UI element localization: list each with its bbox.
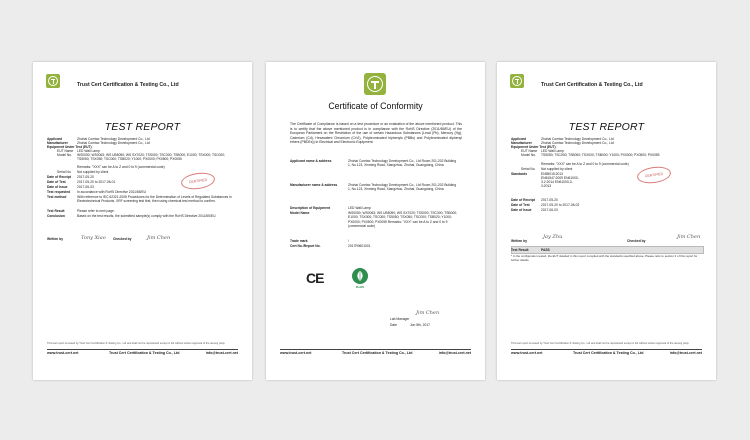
footer-divider (511, 349, 702, 350)
test-report-rohs (33, 62, 252, 380)
test-report-emc (497, 62, 716, 380)
field-label: Serial No. (57, 170, 72, 174)
field-label: Applicant name & address (290, 159, 332, 163)
field-value: 2017-06-03 (541, 208, 558, 212)
field-value: In accordance with RoHS Directive 2011/65/EU (77, 190, 147, 194)
compliance-note: * In the configuration tested, the EUT detailed in this report complied with the standards specified above. Please refer to section 3 of this report for further details. (511, 254, 698, 262)
written-by-label: Written by (47, 237, 64, 241)
field-value: 2017R0601001 (348, 244, 371, 248)
field-value: Zhuhai Comtac Technology Development Co., Ltd (541, 141, 614, 145)
report-title: TEST REPORT (104, 121, 181, 133)
field-label: EUT Name (57, 149, 74, 153)
field-value: Zhuhai Comtac Technology Development Co., Ltd Room 201-202 Building 1, No.123, Xinming Road, Xiangzhou, Zhuhai, Guangdong, China (348, 183, 457, 192)
field-label: Applicant (47, 137, 63, 141)
date-value: Jun 5th, 2017 (410, 323, 430, 327)
field-label: Date of Issue (47, 185, 68, 189)
field-value: Zhuhai Comtac Technology Development Co., Ltd (77, 141, 150, 145)
written-by-label: Written by (511, 239, 528, 243)
field-label: Equipment Under Test (EUT) (47, 145, 92, 149)
company-name: Trust Cert Certification & Testing Co., Ltd (541, 82, 643, 88)
field-label: Manufacturer (47, 141, 68, 145)
field-value: With reference to IEC 62321:2008 Procedures for the Determination of Levels of Regulated Substances in Electrotechnical Products, XRF screening test first, then using chemical test method to confirm. (77, 195, 232, 203)
rohs-label: RoHS (355, 285, 365, 289)
field-label: Cert No./Report No. (290, 244, 321, 248)
test-result-box (511, 246, 704, 254)
field-label: Test Result (47, 209, 65, 213)
field-value: LED Wall Lamp (541, 149, 564, 153)
checked-by-signature: Jim Chen (677, 234, 701, 240)
field-label: Serial No. (521, 167, 536, 171)
field-value: EN55015:2013 EN61547:2009 EN61000-3-2:2014 EN61000-3-3:2013 (541, 172, 579, 188)
certified-stamp: CERTIFIED (180, 171, 216, 192)
field-value: Not supplied by client (77, 170, 109, 174)
field-label: Date of Issue (511, 208, 532, 212)
field-value: Zhuhai Comtac Technology Development Co., Ltd (77, 137, 150, 141)
field-label: Trade mark (290, 239, 308, 243)
written-by-signature: Tony Xiao (81, 235, 106, 241)
certificate-statement: The Certificate of Compliance is based on a test procedure or an evaluation of the above mentioned product. This is to certify that the above mentioned product is in compliance with the RoHS Directive (2011/65/EU) of the European Parliament on the Restriction of the use of certain Hazardous Substances (Lead (Pb), Mercury (Hg), Cadmium (Cd), Hexavalent Chromium (CrVI), Polybrominated biphenyls (PBBs) and Polybrominated diphenyl ethers (PBDEs)) in Electrical and Electronic Equipment. (290, 122, 462, 145)
field-value: TS5050; TSC000; TSB000; TSX000; TSB000; Y1000; PX0000; PX0500; PX0055 (541, 153, 660, 157)
certificate-of-conformity (266, 62, 485, 380)
field-value: Not supplied by client (541, 167, 573, 171)
certificate-title: Certificate of Conformity (328, 101, 423, 111)
footer-company: Trust Cert Certification & Testing Co., Ltd (109, 351, 180, 355)
field-label: Model No. (521, 153, 537, 157)
trust-cert-logo-icon (510, 74, 524, 88)
trust-cert-logo-icon (364, 73, 386, 95)
field-label: Standards (511, 172, 528, 176)
footer-url: www.trust-cert.net (47, 351, 79, 355)
field-value: 2017-05-20 to 2017-06-02 (541, 203, 580, 207)
footer-email: info@trust-cert.net (438, 351, 471, 355)
field-value: / (348, 239, 349, 243)
field-label: Equipment Under Test (EUT) (511, 145, 556, 149)
field-value: WS0050; WS0063; WS UB5050; WS SX7020; TSS000; TSC300; TSB000; E1000; TSX000; TSC000; TS5050; TSX050; TSC000; TSB020; Y1000; PX0000; PX0500; PX0055 Remarks: "XXX" can be A to Z and 0 to 9 (commercial code) (348, 211, 458, 229)
field-label: Description of Equipment (290, 206, 331, 210)
company-name: Trust Cert Certification & Testing Co., Ltd (77, 82, 179, 88)
footer-divider (47, 349, 238, 350)
trust-cert-logo-icon (46, 74, 60, 88)
field-value: Zhuhai Comtac Technology Development Co., Ltd Room 201-202 Building 1, No.123, Xinming Road, Xiangzhou, Zhuhai, Guangdong, China (348, 159, 457, 168)
field-value: 2017-05-20 (77, 175, 94, 179)
checked-by-label: Checked by (627, 239, 646, 243)
field-value: PASS (541, 247, 550, 252)
field-label: EUT Name (521, 149, 538, 153)
field-label: Conclusion (47, 214, 65, 218)
field-value: 2017-06-03 (77, 185, 94, 189)
field-label: Model Name (290, 211, 310, 215)
field-value: 2017-05-20 (541, 198, 558, 202)
written-by-signature: Jay Zhu (543, 234, 563, 240)
lab-manager-label: Lab Manager (390, 317, 410, 321)
footnote: This test report is issued by Trust Cert Certification & Testing Co., Ltd and shall not be reproduced except in full without written approval of the issuing party. (511, 342, 690, 345)
field-value: Zhuhai Comtac Technology Development Co., Ltd (541, 137, 614, 141)
field-value: LED Wall Lamp (348, 206, 371, 210)
field-label: Test Result (511, 247, 529, 252)
field-value: Please refer to next page. (77, 209, 115, 213)
checked-by-signature: Jim Chen (147, 235, 171, 241)
field-label: Date of Receipt (47, 175, 71, 179)
footer-divider (280, 349, 471, 350)
field-label: Test method (47, 195, 67, 199)
footer-email: info@trust-cert.net (205, 351, 238, 355)
field-label: Date of Receipt (511, 198, 535, 202)
report-title: TEST REPORT (568, 121, 645, 133)
checked-by-label: Checked by (113, 237, 132, 241)
rohs-leaf-icon (352, 268, 368, 284)
field-label: Test requested (47, 190, 71, 194)
footer-email: info@trust-cert.net (669, 351, 702, 355)
footer-company: Trust Cert Certification & Testing Co., Ltd (342, 351, 413, 355)
field-value: WS0050; WS0063; WS UB5050; WS SX7020; TSS000; TSC300; TSB000; E1000; TSX000; TSC000; TS5050; TSX050; TSC000; TSB020; Y1000; PX0000; PX0500; PX0055 (77, 153, 225, 161)
lab-manager-signature: Jim Chen (416, 310, 440, 316)
date-label: Date (390, 323, 397, 327)
field-label: Date of Test (47, 180, 66, 184)
footer-url: www.trust-cert.net (511, 351, 543, 355)
footer-company: Trust Cert Certification & Testing Co., Ltd (573, 351, 644, 355)
field-label: Model No. (57, 153, 73, 157)
footnote: This test report is issued by Trust Cert Certification & Testing Co., Ltd and shall not be reproduced except in full without written approval of the issuing party. (47, 342, 226, 345)
field-value: 2017-05-20 to 2017-06-01 (77, 180, 116, 184)
ce-mark-icon: CE (306, 270, 324, 286)
field-label: Manufacturer name & address (290, 183, 338, 187)
field-label: Date of Test (511, 203, 530, 207)
field-value: Remarks: "XXX" can be A to Z and 0 to 9 (commercial code) (541, 162, 629, 166)
field-value: Remarks: "XXX" can be A to Z and 0 to 9 (commercial code) (77, 165, 165, 169)
field-value: Based on the test results, the submitted sample(s) comply with the RoHS Directive 2011/65/EU. (77, 214, 217, 218)
certified-stamp: CERTIFIED (636, 165, 672, 186)
field-label: Applicant (511, 137, 527, 141)
field-label: Manufacturer (511, 141, 532, 145)
field-value: LED Wall Lamp (77, 149, 100, 153)
footer-url: www.trust-cert.net (280, 351, 312, 355)
